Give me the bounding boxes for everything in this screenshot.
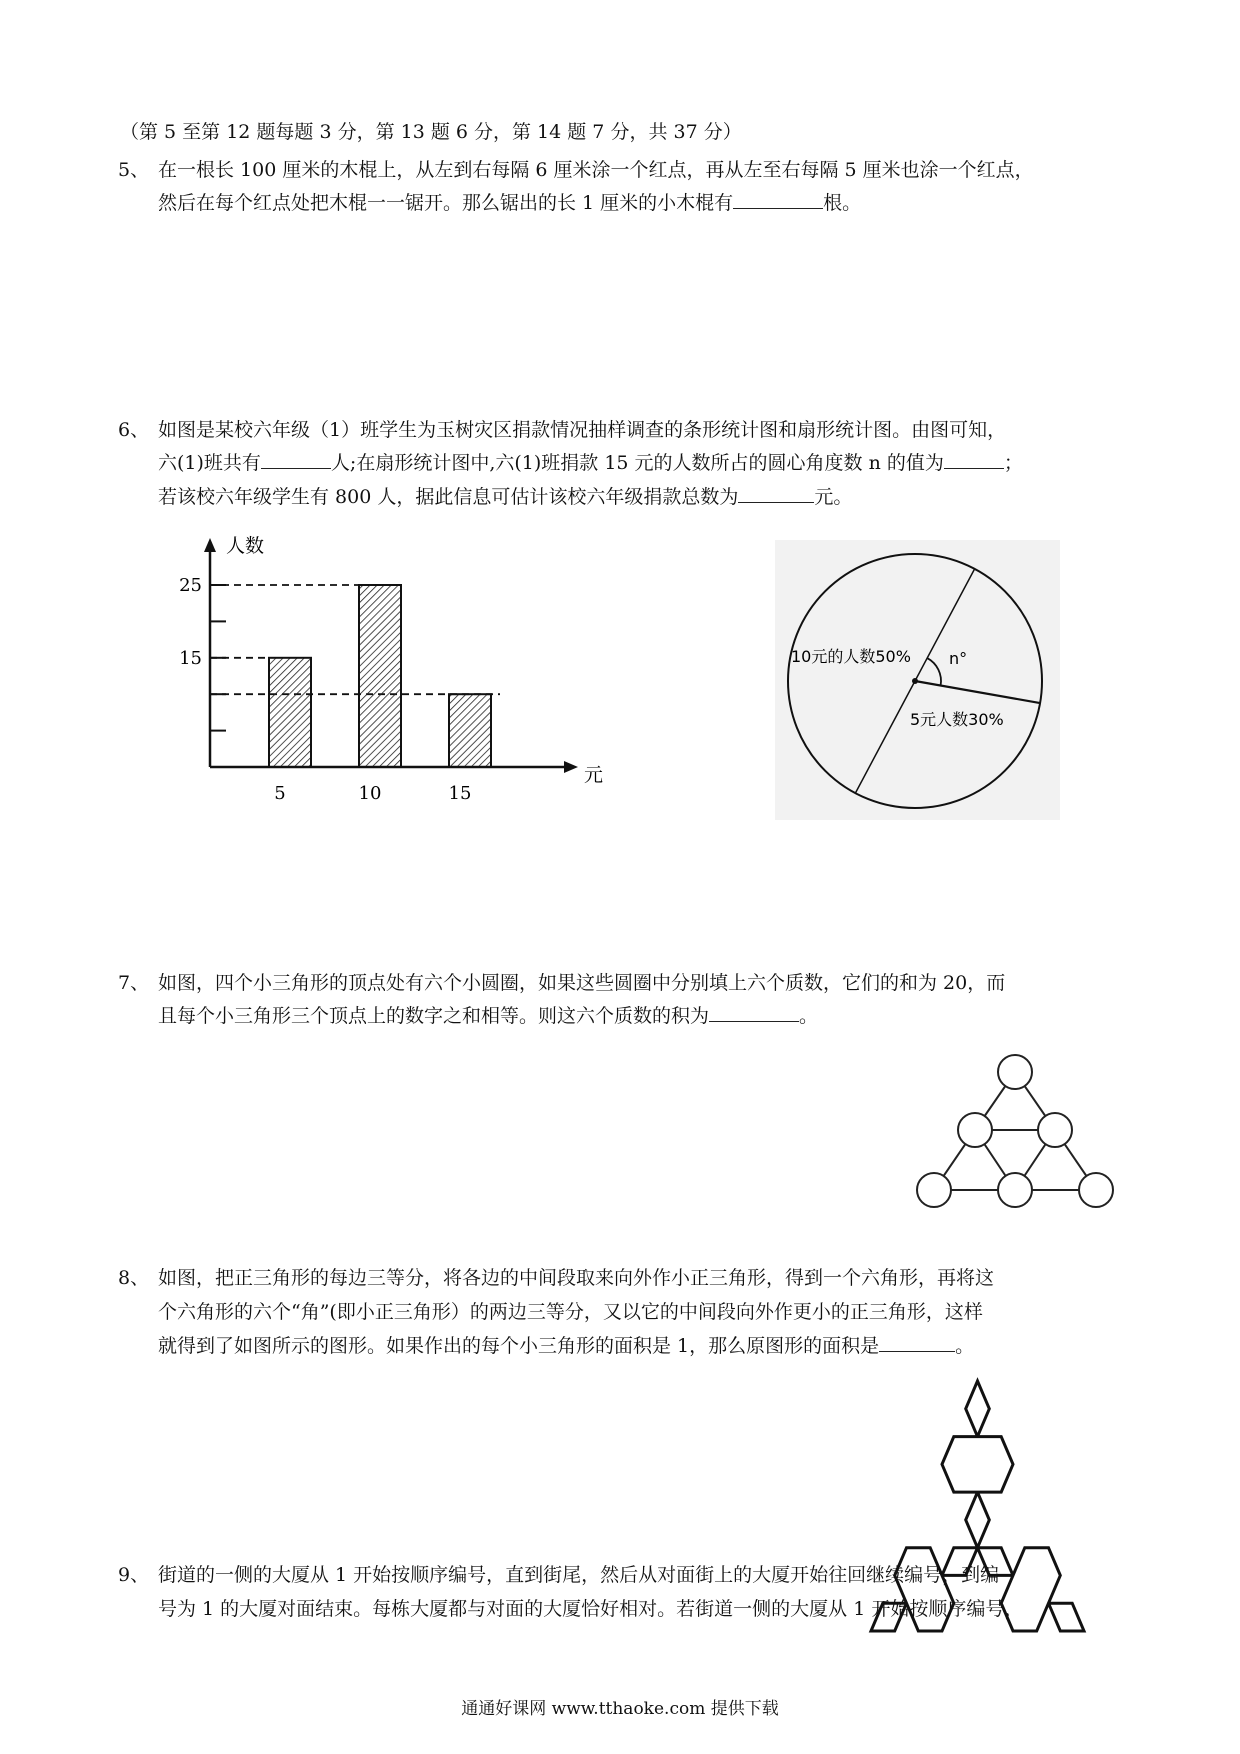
pie-chart	[775, 540, 1060, 820]
bar-15	[449, 694, 491, 767]
pie-label-10yuan: 10元的人数50%	[791, 647, 911, 666]
triangle-circles-figure	[910, 1045, 1120, 1215]
q8-line3	[158, 1331, 974, 1361]
q7-line2-end: 。	[799, 1005, 819, 1027]
q5-line1: 在一根长 100 厘米的木棍上，从左到右每隔 6 厘米涂一个红点，再从左至右每隔 5 厘米也涂一个红点，	[158, 159, 1034, 181]
x-tick-label: 10	[358, 783, 382, 804]
q5-line2	[158, 188, 861, 218]
circle-node	[917, 1173, 951, 1207]
q6-answer-blank-1[interactable]	[261, 448, 331, 469]
q9-number: 9、	[118, 1564, 150, 1586]
pie-center	[912, 678, 918, 684]
circle-node	[958, 1113, 992, 1147]
q7-line2	[158, 1001, 818, 1031]
page-footer: 通通好课网 www.tthaoke.com 提供下载	[461, 1699, 779, 1719]
q6-line3-text: 若该校六年级学生有 800 人，据此信息可估计该校六年级捐款总数为	[158, 486, 739, 508]
q7-answer-blank[interactable]	[709, 1001, 799, 1022]
y-tick-label: 15	[179, 647, 202, 669]
q8-answer-blank[interactable]	[879, 1331, 955, 1352]
q8-line3-text: 就得到了如图所示的图形。如果作出的每个小三角形的面积是 1，那么原图形的面积是	[158, 1335, 880, 1357]
q7-line2-text: 且每个小三角形三个顶点上的数字之和相等。则这六个质数的积为	[158, 1005, 710, 1027]
y-tick-label: 25	[179, 575, 202, 596]
bar-10	[359, 585, 401, 767]
q6-answer-blank-2[interactable]	[944, 448, 1004, 469]
x-axis-label: 元	[584, 764, 604, 786]
q6-line3-end: 元。	[814, 486, 853, 508]
pie-label-5yuan: 5元人数30%	[910, 710, 1004, 729]
q5-line2-end: 根。	[823, 192, 862, 214]
q6-line2-end: ；	[1003, 452, 1023, 474]
circle-node	[998, 1055, 1032, 1089]
q5-number: 5、	[118, 159, 150, 181]
q8-number: 8、	[118, 1267, 150, 1289]
q8-line2: 个六角形的六个“角”(即小正三角形）的两边三等分，又以它的中间段向外作更小的正三角形，这样	[158, 1301, 983, 1323]
circle-node	[998, 1173, 1032, 1207]
q6-answer-blank-3[interactable]	[738, 482, 814, 503]
q8-line3-end: 。	[955, 1335, 975, 1357]
q6-line1: 如图是某校六年级（1）班学生为玉树灾区捐款情况抽样调查的条形统计图和扇形统计图。由图可知，	[158, 419, 1007, 441]
x-tick-label: 15	[448, 783, 472, 804]
q8-line1: 如图，把正三角形的每边三等分，将各边的中间段取来向外作小正三角形，得到一个六角形，再将这	[158, 1267, 995, 1289]
q6-line2-mid: 人;在扇形统计图中,六(1)班捐款 15 元的人数所占的圆心角度数 n 的值为	[330, 452, 944, 474]
section-header: （第 5 至第 12 题每题 3 分，第 13 题 6 分，第 14 题 7 分，共 37 分）	[120, 121, 742, 143]
koch-star-figure	[865, 1375, 1105, 1665]
x-axis-arrow	[564, 761, 578, 773]
y-axis-label: 人数	[226, 535, 265, 557]
q5-answer-blank[interactable]	[733, 188, 823, 209]
q9-line1: 街道的一侧的大厦从 1 开始按顺序编号，直到街尾，然后从对面街上的大厦开始往回继续编号，到编	[158, 1564, 1000, 1586]
pie-label-angle: n°	[949, 649, 968, 668]
bar-chart	[170, 530, 610, 820]
q7-line1: 如图，四个小三角形的顶点处有六个小圆圈，如果这些圆圈中分别填上六个质数，它们的和为 20，而	[158, 972, 1006, 994]
q5-line2-text: 然后在每个红点处把木棍一一锯开。那么锯出的长 1 厘米的小木棍有	[158, 192, 734, 214]
q6-number: 6、	[118, 419, 150, 441]
circle-node	[1079, 1173, 1113, 1207]
x-tick-label: 5	[274, 783, 286, 804]
y-axis-arrow	[204, 538, 216, 552]
q7-number: 7、	[118, 972, 150, 994]
bar-5	[269, 658, 311, 767]
q6-line3	[158, 482, 852, 512]
circle-node	[1038, 1113, 1072, 1147]
q6-line2-text: 六(1)班共有	[158, 452, 261, 474]
q9-line2: 号为 1 的大厦对面结束。每栋大厦都与对面的大厦恰好相对。若街道一侧的大厦从 1 开始按顺序编号，	[158, 1598, 1024, 1620]
q6-line2	[158, 448, 1023, 478]
